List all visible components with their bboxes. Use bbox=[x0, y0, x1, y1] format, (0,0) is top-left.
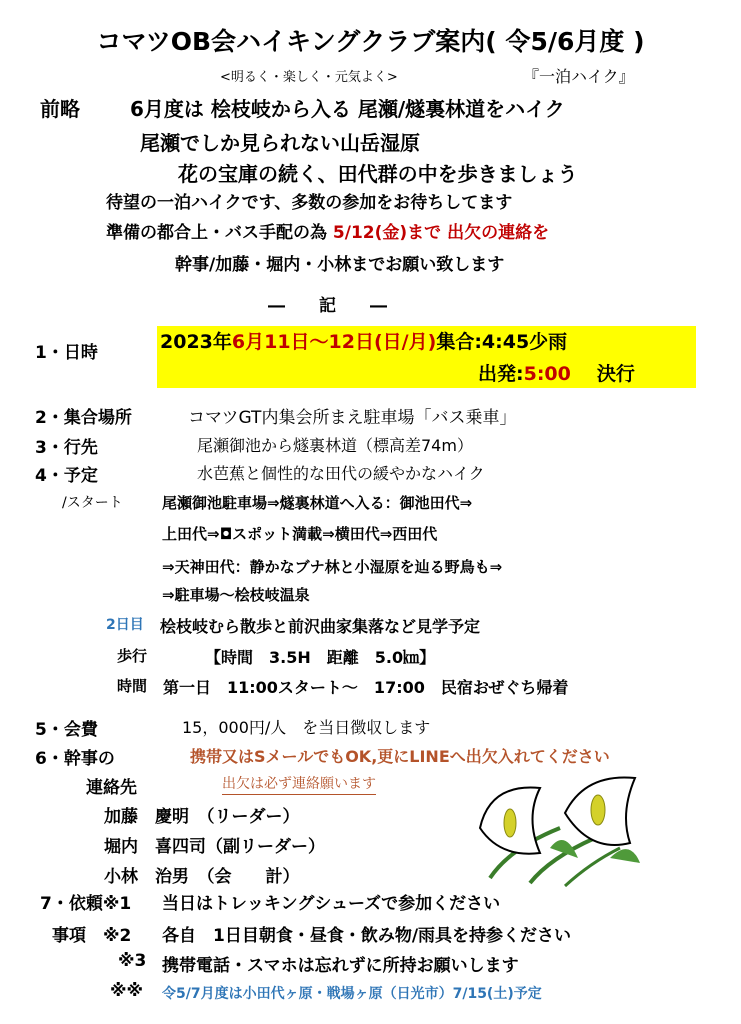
date-line: 2023年6月11日～12日(日/月)集合:4:45少雨 bbox=[160, 331, 568, 353]
start-label: /スタート bbox=[62, 495, 123, 511]
intro-line4: 待望の一泊ハイクです、多数の参加をお待ちしてます bbox=[106, 193, 513, 213]
intro-line5 bbox=[106, 218, 549, 243]
section1-label: 1・日時 bbox=[35, 343, 98, 363]
intro-line1: 6月度は 桧枝岐から入る 尾瀬/燧裏林道をハイク bbox=[130, 97, 565, 121]
contact-kato: 加藤 慶明 （リーダー） bbox=[104, 807, 300, 827]
slogan: <明るく・楽しく・元気よく> bbox=[220, 70, 398, 85]
request-2: 各自 1日目朝食・昼食・飲み物/雨具を持参ください bbox=[162, 926, 572, 946]
walk-stats: 【時間 3.5H 距離 5.0㎞】 bbox=[205, 648, 436, 667]
route-line-3: ⇒天神田代：静かなブナ林と小湿原を辿る野鳥も⇒ bbox=[162, 558, 503, 576]
next-month-note: 令5/7月度は小田代ヶ原・戦場ヶ原（日光市）7/15(土)予定 bbox=[162, 986, 542, 1002]
section2-label: 2・集合場所 bbox=[35, 408, 132, 428]
intro-zenryaku: 前略 bbox=[40, 97, 80, 121]
section4-label: 4・予定 bbox=[35, 466, 98, 486]
intro-line2: 尾瀬でしか見られない山岳湿原 bbox=[140, 131, 420, 155]
fee: 15，000円/人 を当日徴収します bbox=[182, 718, 431, 737]
contact-horiuchi: 堀内 喜四司（副リーダー） bbox=[104, 837, 325, 857]
intro-line3: 花の宝庫の続く、田代群の中を歩きましょう bbox=[178, 162, 578, 186]
route-line-1: 尾瀬御池駐車場⇒燧裏林道へ入る：御池田代⇒ bbox=[162, 494, 473, 512]
section5-label: 5・会費 bbox=[35, 720, 98, 740]
contact-kobayashi: 小林 治男 （会 計） bbox=[104, 867, 300, 887]
request-4-label: ※※ bbox=[110, 981, 144, 1001]
request-3-label: ※3 bbox=[118, 951, 147, 971]
deadline-text: 5/12(金)まで 出欠の連絡を bbox=[332, 223, 550, 243]
ki-heading: ― 記 ― bbox=[268, 296, 387, 316]
meeting-place: コマツGT内集会所まえ駐車場「バス乗車」 bbox=[188, 408, 517, 428]
section6-label-2: 連絡先 bbox=[86, 778, 137, 798]
date-range: 6月11日～12日(日/月) bbox=[231, 331, 437, 353]
departure-time: 5:00 bbox=[523, 363, 571, 385]
walk-label: 歩行 bbox=[117, 647, 148, 665]
trip-type-tag: 『一泊ハイク』 bbox=[523, 67, 635, 86]
section7-label: 7・依頼※1 bbox=[40, 894, 132, 914]
route-line-4: ⇒駐車場～桧枝岐温泉 bbox=[162, 586, 310, 604]
page-title: コマツOB会ハイキングクラブ案内( 令5/6月度 ) bbox=[96, 27, 645, 56]
section6-label: 6・幹事の bbox=[35, 749, 115, 769]
contact-note: 携帯又はSメールでもOK,更にLINEへ出欠入れてください bbox=[190, 747, 610, 766]
calla-lily-icon bbox=[470, 768, 650, 888]
day2-label: 2日目 bbox=[106, 617, 144, 633]
day2-plan: 桧枝岐むら散歩と前沢曲家集落など見学予定 bbox=[160, 617, 481, 636]
section3-label: 3・行先 bbox=[35, 438, 98, 458]
intro-line5-prefix: 準備の都合上・バス手配の為 bbox=[106, 223, 327, 243]
departure-line: 出発:5:00 決行 bbox=[478, 363, 635, 385]
destination: 尾瀬御池から燧裏林道（標高差74m） bbox=[197, 436, 473, 455]
plan-summary: 水芭蕉と個性的な田代の緩やかなハイク bbox=[197, 464, 485, 483]
request-3: 携帯電話・スマホは忘れずに所持お願いします bbox=[162, 956, 519, 976]
day1-schedule: 第一日 11:00スタート～ 17:00 民宿おぜぐち帰着 bbox=[163, 678, 569, 697]
route-line-2: 上田代⇒◘スポット満載⇒横田代⇒西田代 bbox=[162, 525, 438, 543]
attendance-note: 出欠は必ず連絡願います bbox=[222, 773, 376, 795]
section7-label-2: 事項 ※2 bbox=[52, 926, 132, 946]
request-1: 当日はトレッキングシューズで参加ください bbox=[162, 894, 501, 914]
intro-line6: 幹事/加藤・堀内・小林までお願い致します bbox=[175, 255, 505, 275]
time-label: 時間 bbox=[117, 677, 148, 695]
